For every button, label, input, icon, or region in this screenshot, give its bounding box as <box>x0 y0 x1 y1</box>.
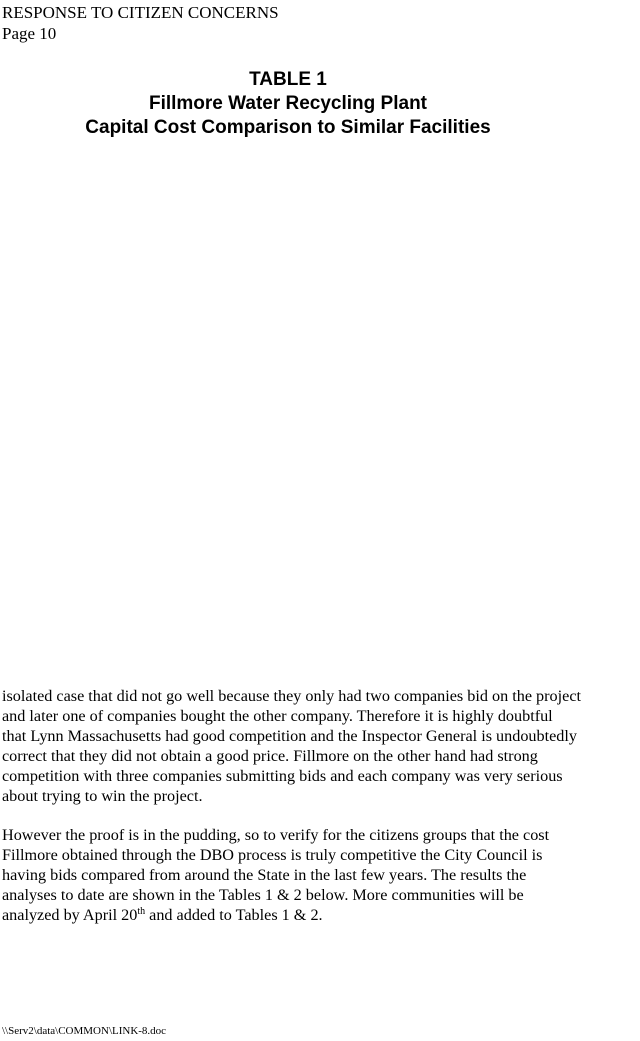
page-header <box>2 2 279 44</box>
body-line: and later one of companies bought the other company. Therefore it is highly doubtful <box>2 707 553 725</box>
table-label: TABLE 1 <box>249 69 327 90</box>
body-line: about trying to win the project. <box>2 787 203 805</box>
body-text-run: and added to Tables 1 & 2. <box>145 906 323 924</box>
body-line-with-superscript <box>2 905 638 925</box>
body-paragraph-2 <box>2 825 638 925</box>
body-line: analyses to date are shown in the Tables 1 & 2 below. More communities will be <box>2 886 524 904</box>
body-paragraph-1 <box>2 686 638 806</box>
body-line: correct that they did not obtain a good price. Fillmore on the other hand had strong <box>2 747 538 765</box>
footer-file-path: \\Serv2\data\COMMON\LINK-8.doc <box>2 1025 167 1037</box>
header-title: RESPONSE TO CITIZEN CONCERNS <box>2 3 279 22</box>
body-line: competition with three companies submitting bids and each company was very serious <box>2 767 563 785</box>
body-line: Fillmore obtained through the DBO process is truly competitive the City Council is <box>2 846 543 864</box>
body-line: having bids compared from around the State in the last few years. The results the <box>2 866 527 884</box>
body-text-run: analyzed by April 20 <box>2 906 138 924</box>
table-title-line-2: Capital Cost Comparison to Similar Facilities <box>85 117 491 138</box>
table-title-line-1: Fillmore Water Recycling Plant <box>148 93 428 114</box>
body-line: However the proof is in the pudding, so to verify for the citizens groups that the cost <box>2 826 550 844</box>
table-title-block <box>0 68 576 140</box>
ordinal-superscript: th <box>137 906 146 917</box>
body-line: that Lynn Massachusetts had good competition and the Inspector General is undoubtedly <box>2 727 577 745</box>
page-number: Page 10 <box>2 24 57 43</box>
body-line: isolated case that did not go well because they only had two companies bid on the project <box>2 687 581 705</box>
